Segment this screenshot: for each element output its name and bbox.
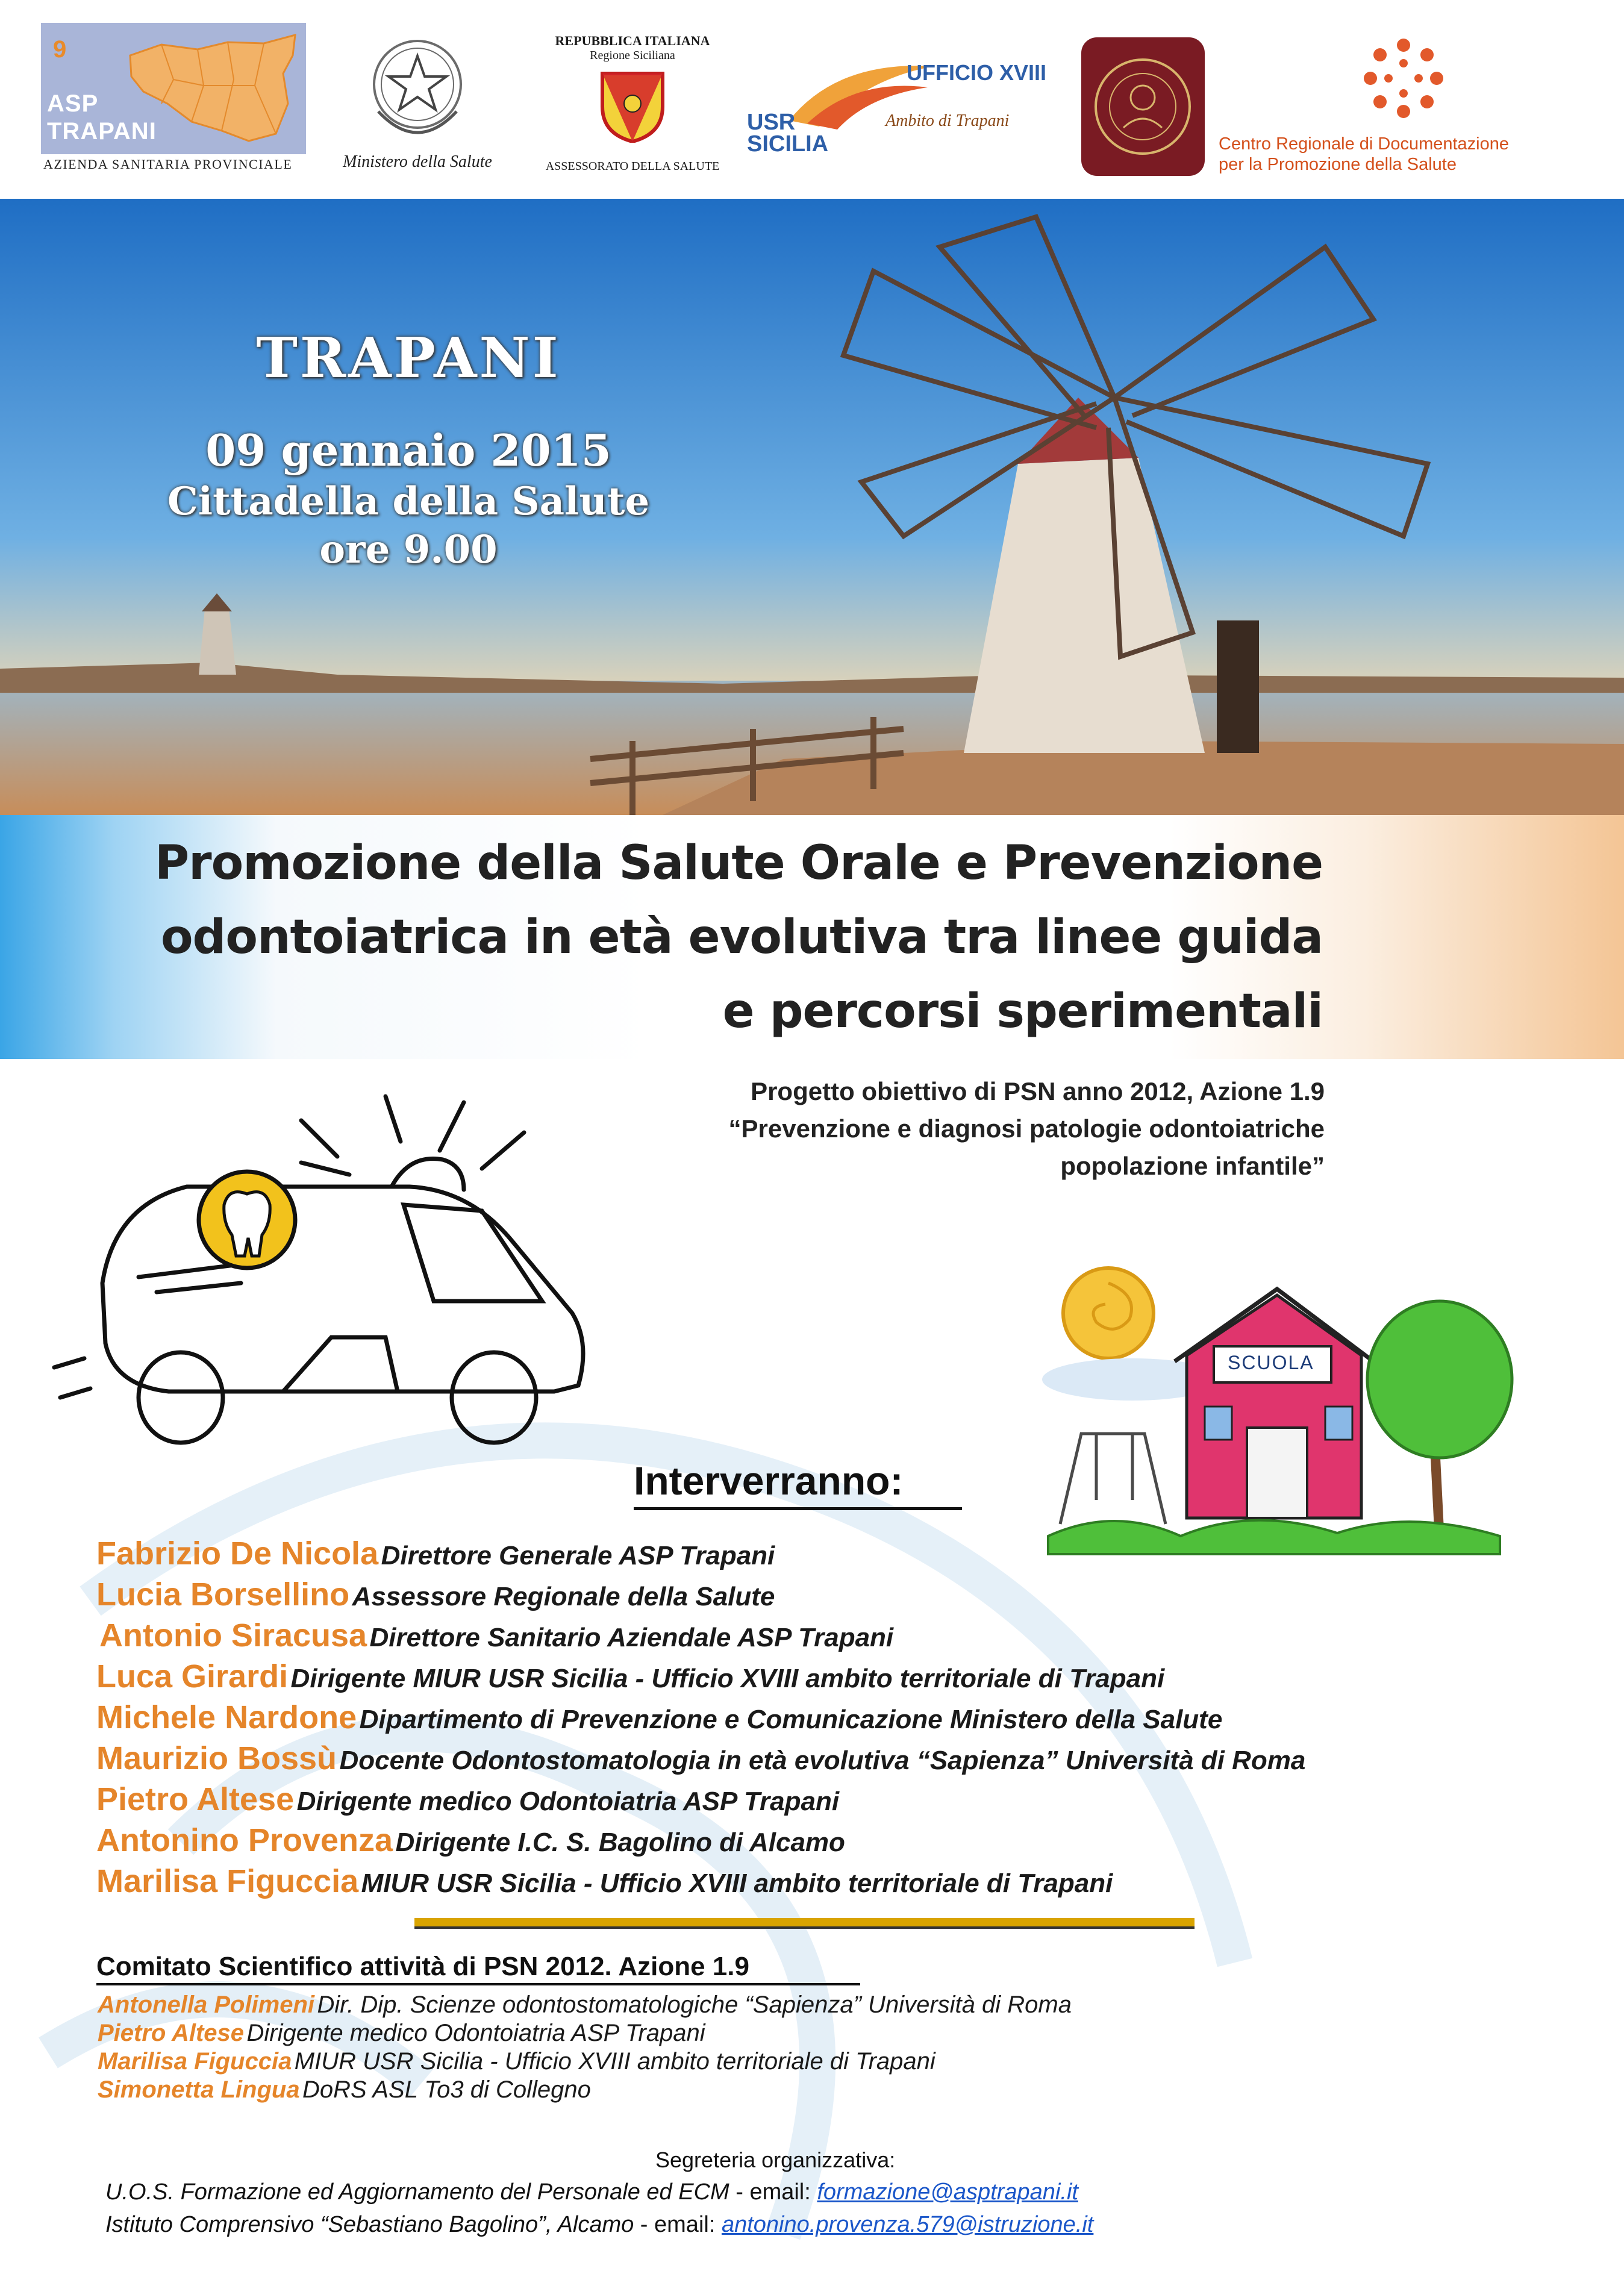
committee-row: Simonetta Lingua DoRS ASL To3 di Collegno (98, 2076, 591, 2103)
italian-emblem-icon (366, 33, 469, 148)
regione-line2: Regione Siciliana (590, 49, 675, 62)
committee-row: Pietro Altese Dirigente medico Odontoiatria ASP Trapani (98, 2020, 705, 2046)
email-link[interactable]: formazione@asptrapani.it (817, 2179, 1078, 2205)
contact-row: Istituto Comprensivo “Sebastiano Bagolino”, Alcamo - email: antonino.provenza.579@istruzione.it (105, 2212, 1094, 2237)
speaker-row: Antonio Siracusa Direttore Sanitario Aziendale ASP Trapani (99, 1617, 894, 1654)
speaker-row: Michele Nardone Dipartimento di Prevenzione e Comunicazione Ministero della Salute (96, 1699, 1223, 1735)
logo-strip (0, 0, 1624, 199)
speakers-heading: Interverranno: (634, 1458, 904, 1503)
regione-line3: ASSESSORATO DELLA SALUTE (545, 160, 720, 173)
sapienza-seal-icon (1081, 37, 1205, 176)
project-line1: Progetto obiettivo di PSN anno 2012, Azione 1.9 (751, 1077, 1325, 1105)
committee-heading-underline (96, 1983, 860, 1985)
asp-logo-caption: AZIENDA SANITARIA PROVINCIALE (43, 157, 293, 172)
asp-district-number: 9 (53, 36, 67, 63)
asp-logo-line2: TRAPANI (47, 118, 157, 145)
speaker-row: Marilisa Figuccia MIUR USR Sicilia - Ufficio XVIII ambito territoriale di Trapani (96, 1863, 1113, 1899)
regione-siciliana-logo (524, 33, 741, 181)
project-line2: “Prevenzione e diagnosi patologie odontoiatriche (728, 1114, 1325, 1143)
event-venue: Cittadella della Salute (167, 479, 650, 524)
main-title-line2: odontoiatrica in età evolutiva tra linee guida (160, 910, 1323, 964)
main-title-line1: Promozione della Salute Orale e Prevenzione (154, 836, 1323, 890)
event-date: 09 gennaio 2015 (205, 425, 611, 476)
usr-sicilia-logo (747, 54, 1060, 163)
speaker-row: Lucia Borsellino Assessore Regionale della Salute (96, 1576, 775, 1613)
speaker-row: Luca Girardi Dirigente MIUR USR Sicilia - Ufficio XVIII ambito territoriale di Trapani (96, 1658, 1165, 1694)
project-line3: popolazione infantile” (1060, 1152, 1325, 1180)
ministero-caption: Ministero della Salute (343, 152, 492, 171)
sapienza-logo (1081, 37, 1205, 176)
gold-divider (414, 1918, 1195, 1929)
ministero-salute-logo (330, 33, 505, 181)
main-title-line3: e percorsi sperimentali (722, 984, 1323, 1039)
speaker-row: Maurizio Bossù Docente Odontostomatologia in età evolutiva “Sapienza” Università di Roma (96, 1740, 1306, 1776)
dors-dots-icon (1358, 33, 1449, 123)
usr-area: Ambito di Trapani (885, 111, 1010, 130)
usr-label: USR SICILIA (747, 110, 829, 157)
dors-line1: Centro Regionale di Documentazione (1219, 134, 1510, 154)
speaker-row: Antonino Provenza Dirigente I.C. S. Bagolino di Alcamo (96, 1822, 845, 1858)
committee-row: Marilisa Figuccia MIUR USR Sicilia - Ufficio XVIII ambito territoriale di Trapani (98, 2048, 935, 2075)
speaker-row: Fabrizio De Nicola Direttore Generale ASP Trapani (96, 1535, 775, 1572)
event-city: TRAPANI (256, 325, 561, 390)
asp-trapani-logo (41, 23, 306, 176)
committee-heading: Comitato Scientifico attività di PSN 2012. Azione 1.9 (96, 1952, 749, 1981)
speakers-heading-underline (634, 1507, 962, 1510)
dors-logo (1214, 27, 1599, 184)
email-link[interactable]: antonino.provenza.579@istruzione.it (721, 2212, 1094, 2237)
secretariat-heading: Segreteria organizzativa: (655, 2147, 896, 2172)
school-sign: SCUOLA (1228, 1352, 1314, 1373)
event-time: ore 9.00 (319, 527, 498, 572)
regione-line1: REPUBBLICA ITALIANA (555, 33, 710, 48)
usr-office: UFFICIO XVIII (907, 60, 1047, 85)
asp-logo-line1: ASP (47, 90, 99, 117)
school-illustration (1024, 1253, 1518, 1590)
hero-photo (0, 199, 1624, 815)
trinacria-shield-icon (599, 70, 666, 143)
dental-ambulance-illustration (48, 1084, 651, 1458)
speaker-row: Pietro Altese Dirigente medico Odontoiatria ASP Trapani (96, 1781, 840, 1817)
title-band (0, 815, 1624, 1059)
dors-line2: per la Promozione della Salute (1219, 155, 1457, 174)
committee-row: Antonella Polimeni Dir. Dip. Scienze odontostomatologiche “Sapienza” Università di Roma (98, 1991, 1072, 2018)
contact-row: U.O.S. Formazione ed Aggiornamento del Personale ed ECM - email: formazione@asptrapani.it (105, 2179, 1078, 2205)
